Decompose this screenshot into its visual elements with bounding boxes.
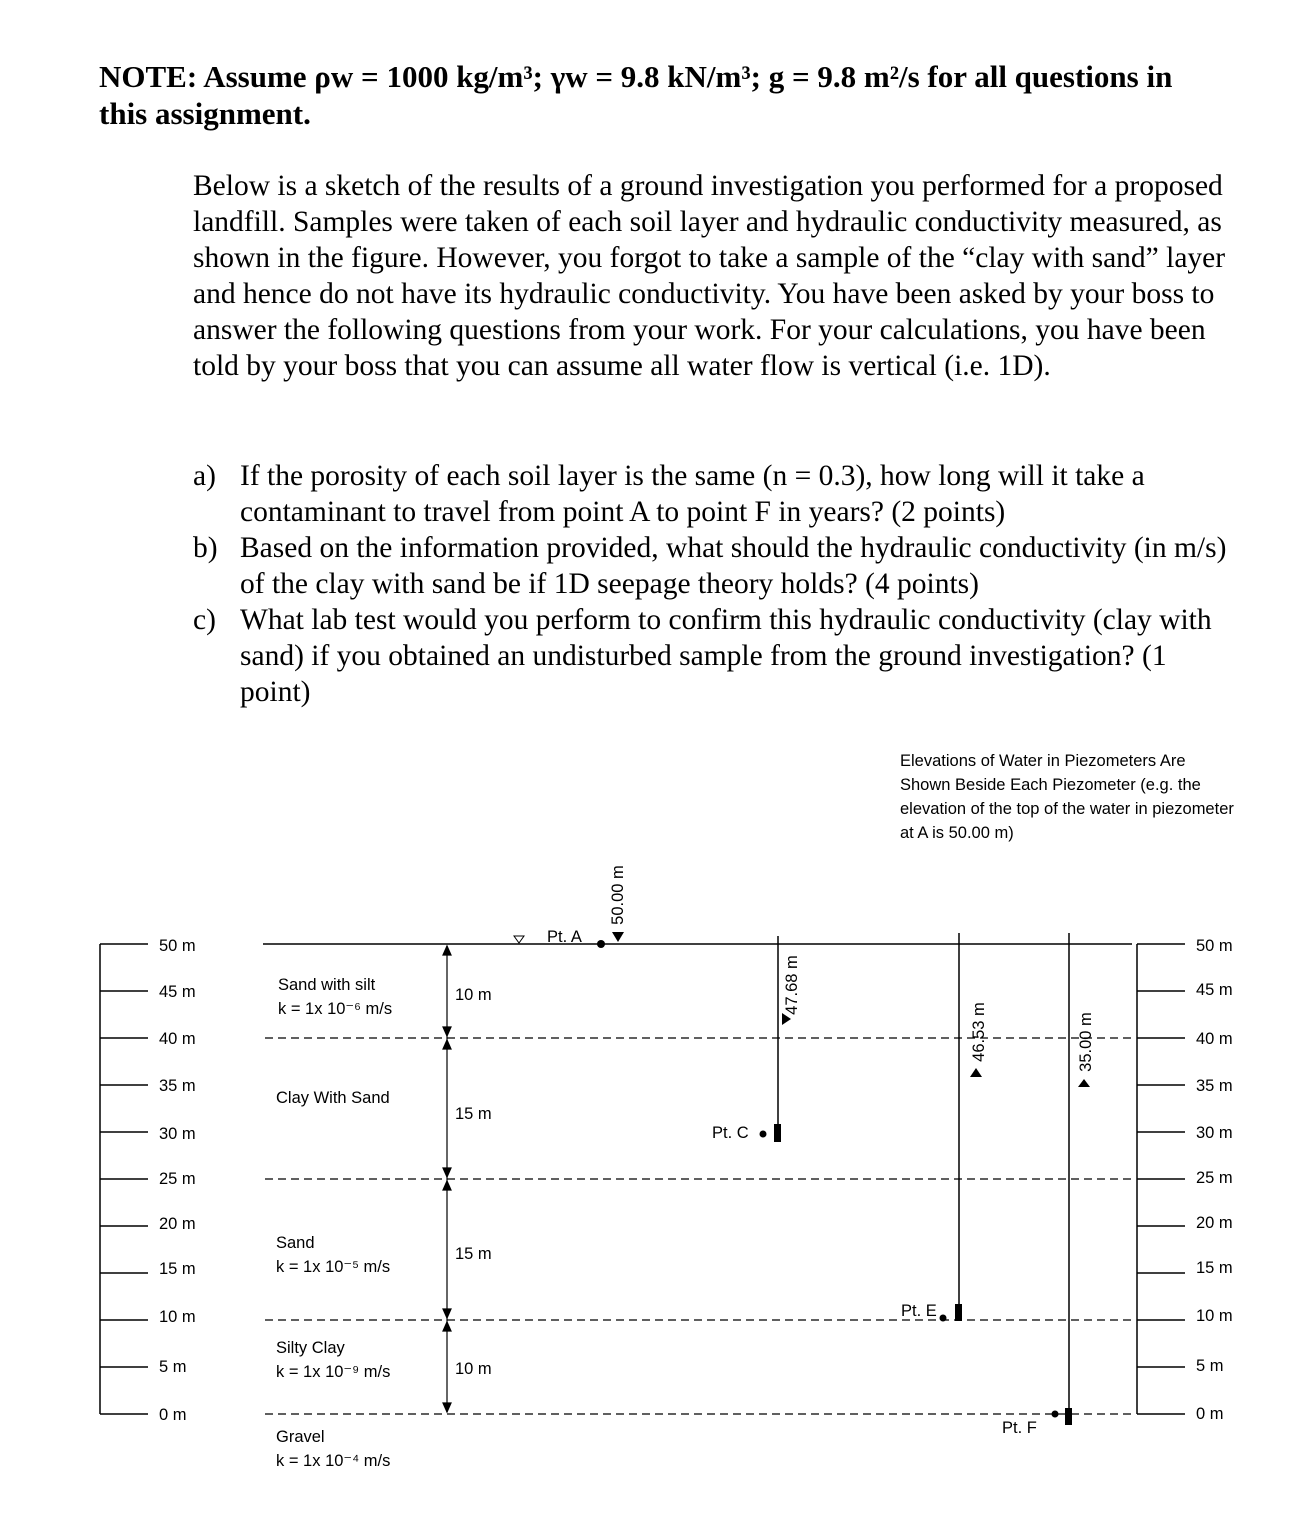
layer-sand-with-silt-k: k = 1x 10⁻⁶ m/s: [278, 1000, 393, 1018]
piezometer-c-tip: [774, 1124, 781, 1142]
question-c-label: c): [193, 604, 216, 636]
question-a-label: a): [193, 460, 216, 492]
layer-sand-name: Sand: [276, 1234, 315, 1252]
right-elev-20: 20 m: [1196, 1214, 1233, 1232]
right-elev-40: 40 m: [1196, 1030, 1233, 1048]
point-c-marker: [760, 1131, 767, 1138]
left-elev-25: 25 m: [159, 1170, 196, 1188]
question-b-text: Based on the information provided, what should the hydraulic conductivity (in m/s) of the clay with sand be if 1D seepage theory holds? (4 points): [240, 532, 1227, 600]
right-elev-15: 15 m: [1196, 1259, 1233, 1277]
point-c-label: Pt. C: [712, 1124, 749, 1142]
point-a-label: Pt. A: [547, 928, 582, 946]
layer-boundaries: [265, 1038, 1132, 1414]
right-elev-25: 25 m: [1196, 1169, 1233, 1187]
right-elev-45: 45 m: [1196, 981, 1233, 999]
left-elev-50: 50 m: [159, 937, 196, 955]
thickness-label-4: 10 m: [455, 1360, 492, 1378]
layer-silty-clay-k: k = 1x 10⁻⁹ m/s: [276, 1363, 391, 1381]
left-elev-5: 5 m: [159, 1358, 187, 1376]
thickness-label-2: 15 m: [455, 1105, 492, 1123]
left-elevation-scale: [100, 944, 148, 1414]
point-f-head-label: 35.00 m: [1077, 1012, 1095, 1072]
piezometer-e-tip: [955, 1304, 962, 1321]
layer-sand-with-silt-name: Sand with silt: [278, 976, 376, 994]
left-elev-15: 15 m: [159, 1260, 196, 1278]
water-table-icon: [514, 936, 524, 943]
figure-legend: Elevations of Water in Piezometers Are Shown Beside Each Piezometer (e.g. the elevation of the top of the water in piezometer at A is 50.00 m): [900, 752, 1234, 842]
layer-sand-k: k = 1x 10⁻⁵ m/s: [276, 1258, 391, 1276]
left-elev-45: 45 m: [159, 983, 196, 1001]
intro-paragraph: Below is a sketch of the results of a ground investigation you performed for a proposed landfill. Samples were taken of each soil layer and hydraulic conductivity measured, as shown in the figure. However, you forgot to take a sample of the “clay with sand” layer and hence do not have its hydraulic conductivity. You have been asked by your boss to answer the following questions from your work. For your calculations, you have been told by your boss that you can assume all water flow is vertical (i.e. 1D).: [193, 170, 1226, 382]
thickness-label-3: 15 m: [455, 1245, 492, 1263]
point-f-label: Pt. F: [1002, 1419, 1037, 1437]
layer-clay-with-sand-name: Clay With Sand: [276, 1089, 390, 1107]
layer-gravel-name: Gravel: [276, 1428, 325, 1446]
piezometer-f-tip: [1065, 1408, 1072, 1425]
question-a-text: If the porosity of each soil layer is the same (n = 0.3), how long will it take a contaminant to travel from point A to point F in years? (2 points): [240, 460, 1145, 528]
question-b-label: b): [193, 532, 218, 564]
point-a-head-label: 50.00 m: [609, 865, 627, 925]
right-elev-0: 0 m: [1196, 1405, 1224, 1423]
left-elev-20: 20 m: [159, 1215, 196, 1233]
left-elev-40: 40 m: [159, 1030, 196, 1048]
thickness-label-1: 10 m: [455, 986, 492, 1004]
point-f-marker: [1052, 1411, 1059, 1418]
question-c-text: What lab test would you perform to confirm this hydraulic conductivity (clay with sand) if you obtained an undisturbed sample from the ground investigation? (1 point): [240, 604, 1212, 708]
note-heading: NOTE: Assume ρw = 1000 kg/m³; γw = 9.8 kN/m³; g = 9.8 m²/s for all questions in this assignment.: [99, 59, 1173, 131]
left-elev-10: 10 m: [159, 1308, 196, 1326]
right-elev-50: 50 m: [1196, 937, 1233, 955]
layer-gravel-k: k = 1x 10⁻⁴ m/s: [276, 1452, 391, 1470]
right-elev-30: 30 m: [1196, 1124, 1233, 1142]
left-elev-30: 30 m: [159, 1125, 196, 1143]
right-elev-10: 10 m: [1196, 1307, 1233, 1325]
right-elevation-scale: [1137, 944, 1185, 1414]
point-c-head-label: 47.68 m: [783, 955, 801, 1015]
layer-silty-clay-name: Silty Clay: [276, 1339, 345, 1357]
point-e-marker: [940, 1315, 947, 1322]
point-a-marker: [597, 940, 605, 948]
point-e-label: Pt. E: [901, 1302, 937, 1320]
right-elev-35: 35 m: [1196, 1077, 1233, 1095]
right-elev-5: 5 m: [1196, 1357, 1224, 1375]
left-elev-35: 35 m: [159, 1077, 196, 1095]
point-e-head-label: 46.53 m: [970, 1002, 988, 1062]
left-elev-0: 0 m: [159, 1406, 187, 1424]
